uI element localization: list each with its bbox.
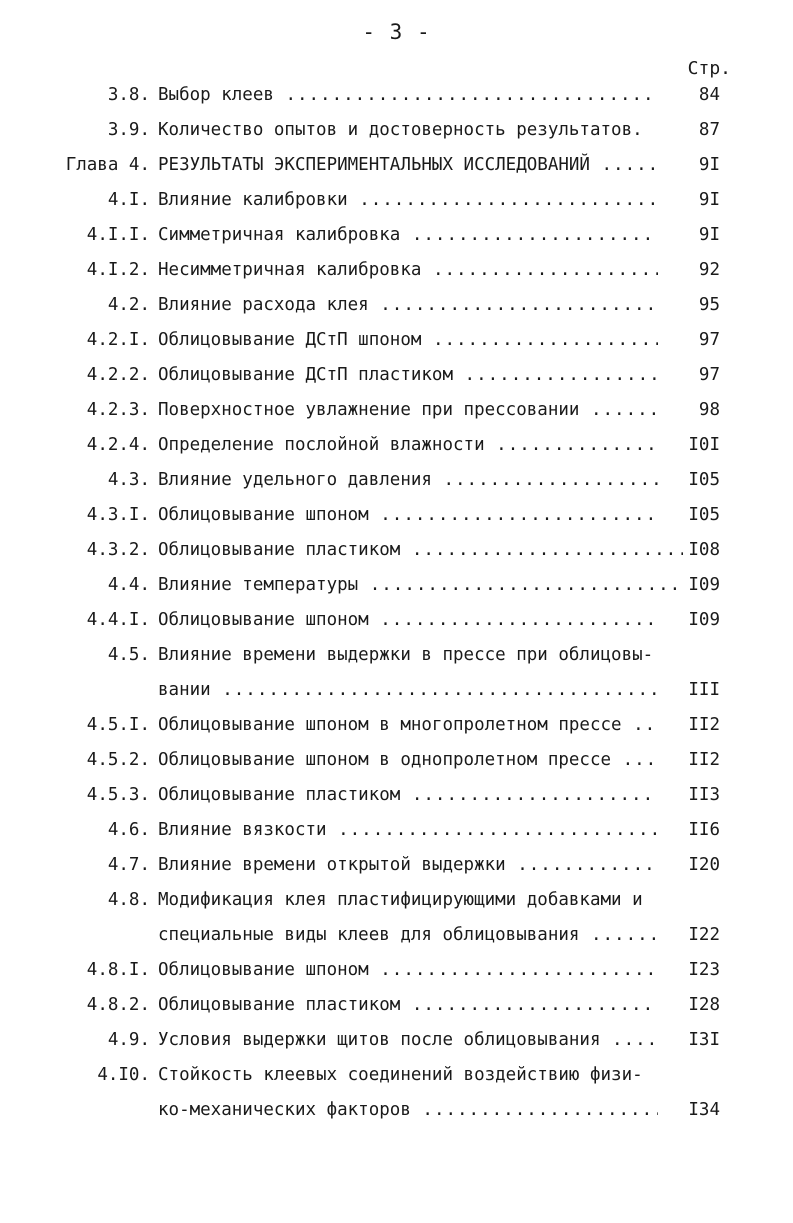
toc-entry-title: Облицовывание пластиком ..... [158,533,683,568]
toc-entry-page: II6 [688,820,720,840]
toc-entry-number: 3.8. [107,85,150,105]
toc-entry-title: Влияние расхода клея ..... [158,288,658,323]
toc-entry-number: 4.2.I. [86,330,150,350]
toc-entry-page: 98 [698,400,720,420]
toc-entry [0,1023,793,1058]
toc-entry-title: Влияние температуры ..... [158,568,683,603]
toc-entry-page: 97 [698,365,720,385]
toc-entry-page: 9I [698,225,720,245]
toc-entry [0,813,793,848]
toc-entry-title: Поверхностное увлажнение при прессовании ..... [158,393,658,428]
toc-entry-title: Влияние времени выдержки в прессе при облицовы- [158,645,654,665]
toc-entry-page: I09 [688,610,720,630]
toc-entry-number: 4.3. [107,470,150,490]
toc-entry-number: 4.I.2. [86,260,150,280]
toc-entry-number: Глава 4. [65,155,150,175]
toc-entry-page: I34 [688,1100,720,1120]
toc-entry [0,848,793,883]
toc-entry-number: 4.3.I. [86,505,150,525]
toc-entry-title: Облицовывание ДСтП шпоном ..... [158,323,658,358]
toc-entry [0,743,793,778]
toc-entry [0,638,793,673]
toc-entry-page: I08 [688,540,720,560]
toc-entry-title: Облицовывание пластиком ..... [158,778,658,813]
toc-entry-page: I05 [688,470,720,490]
toc-entry [0,778,793,813]
toc-entry-page: II2 [688,750,720,770]
toc-entry [0,358,793,393]
toc-entry-number: 4.2. [107,295,150,315]
toc-entry-title: Облицовывание ДСтП пластиком ..... [158,358,658,393]
toc-entry [0,1058,793,1093]
toc-entry [0,568,793,603]
toc-entry-page: I23 [688,960,720,980]
toc-entry-page: I22 [688,925,720,945]
toc-entry-title: Облицовывание шпоном ..... [158,953,658,988]
table-of-contents [0,78,793,1128]
toc-entry [0,253,793,288]
toc-entry-number: 4.I0. [97,1065,150,1085]
toc-entry [0,953,793,988]
toc-entry-page: II2 [688,715,720,735]
toc-entry-title: Стойкость клеевых соединений воздействию физи- [158,1065,643,1085]
toc-entry-page: I20 [688,855,720,875]
toc-entry-title: Количество опытов и достоверность результатов. [158,120,643,140]
toc-entry [0,1093,793,1128]
toc-entry [0,393,793,428]
page-number: - 3 - [362,20,431,44]
toc-entry-number: 4.5.2. [86,750,150,770]
toc-entry-number: 4.8.I. [86,960,150,980]
toc-entry-number: 3.9. [107,120,150,140]
toc-entry-title: Облицовывание шпоном в многопролетном прессе ..... [158,708,658,743]
toc-entry-title: Несимметричная калибровка ..... [158,253,658,288]
toc-entry-title: Влияние вязкости ..... [158,813,658,848]
toc-entry-number: 4.5.I. [86,715,150,735]
toc-entry-number: 4.4. [107,575,150,595]
toc-entry [0,673,793,708]
toc-entry-number: 4.3.2. [86,540,150,560]
toc-entry-title: специальные виды клеев для облицовывания ..... [158,918,658,953]
toc-entry [0,288,793,323]
toc-entry [0,708,793,743]
toc-entry-number: 4.4.I. [86,610,150,630]
toc-entry-page: 9I [698,190,720,210]
toc-entry-title: Облицовывание шпоном в однопролетном прессе ..... [158,743,658,778]
toc-entry [0,463,793,498]
toc-entry-title: Модификация клея пластифицирующими добавками и [158,890,643,910]
toc-entry-number: 4.9. [107,1030,150,1050]
toc-entry [0,533,793,568]
toc-entry-page: 95 [698,295,720,315]
toc-entry-page: 87 [698,120,720,140]
toc-entry-page: III [688,680,720,700]
toc-entry-number: 4.I. [107,190,150,210]
toc-entry [0,323,793,358]
toc-entry-page: I28 [688,995,720,1015]
toc-entry-number: 4.2.3. [86,400,150,420]
toc-entry [0,918,793,953]
toc-entry-title: Облицовывание шпоном ..... [158,498,658,533]
toc-entry [0,883,793,918]
toc-entry-number: 4.I.I. [86,225,150,245]
toc-entry-title: Облицовывание шпоном ..... [158,603,658,638]
toc-entry-number: 4.2.2. [86,365,150,385]
page-column-header: Стр. [687,58,731,79]
toc-entry-title: Условия выдержки щитов после облицовывания ..... [158,1023,658,1058]
toc-entry-page: I0I [688,435,720,455]
toc-entry-number: 4.5.3. [86,785,150,805]
toc-entry-page: 97 [698,330,720,350]
toc-entry-number: 4.7. [107,855,150,875]
toc-entry-page: I3I [688,1030,720,1050]
toc-entry-title: Влияние времени открытой выдержки ..... [158,848,658,883]
toc-entry-title: Влияние удельного давления ..... [158,463,658,498]
toc-entry-page: 84 [698,85,720,105]
toc-entry [0,78,793,113]
toc-entry-number: 4.2.4. [86,435,150,455]
toc-entry-page: 92 [698,260,720,280]
toc-entry-page: I09 [688,575,720,595]
toc-entry-title: Симметричная калибровка ..... [158,218,658,253]
toc-entry [0,988,793,1023]
toc-entry-title: ко-механических факторов ..... [158,1093,658,1128]
toc-entry [0,498,793,533]
toc-entry [0,113,793,148]
toc-entry-number: 4.5. [107,645,150,665]
toc-entry-number: 4.8.2. [86,995,150,1015]
toc-entry-title: РЕЗУЛЬТАТЫ ЭКСПЕРИМЕНТАЛЬНЫХ ИССЛЕДОВАНИЙ ..... [158,148,658,183]
toc-entry-title: вании ..... [158,673,658,708]
toc-entry [0,183,793,218]
toc-entry-number: 4.8. [107,890,150,910]
toc-entry-title: Влияние калибровки ..... [158,183,658,218]
toc-entry-number: 4.6. [107,820,150,840]
toc-entry [0,603,793,638]
toc-entry [0,428,793,463]
toc-entry-page: 9I [698,155,720,175]
toc-entry-page: II3 [688,785,720,805]
toc-entry [0,148,793,183]
toc-entry-title: Определение послойной влажности ..... [158,428,658,463]
toc-entry-title: Облицовывание пластиком ..... [158,988,658,1023]
toc-entry-title: Выбор клеев ..... [158,78,658,113]
toc-entry [0,218,793,253]
toc-entry-page: I05 [688,505,720,525]
